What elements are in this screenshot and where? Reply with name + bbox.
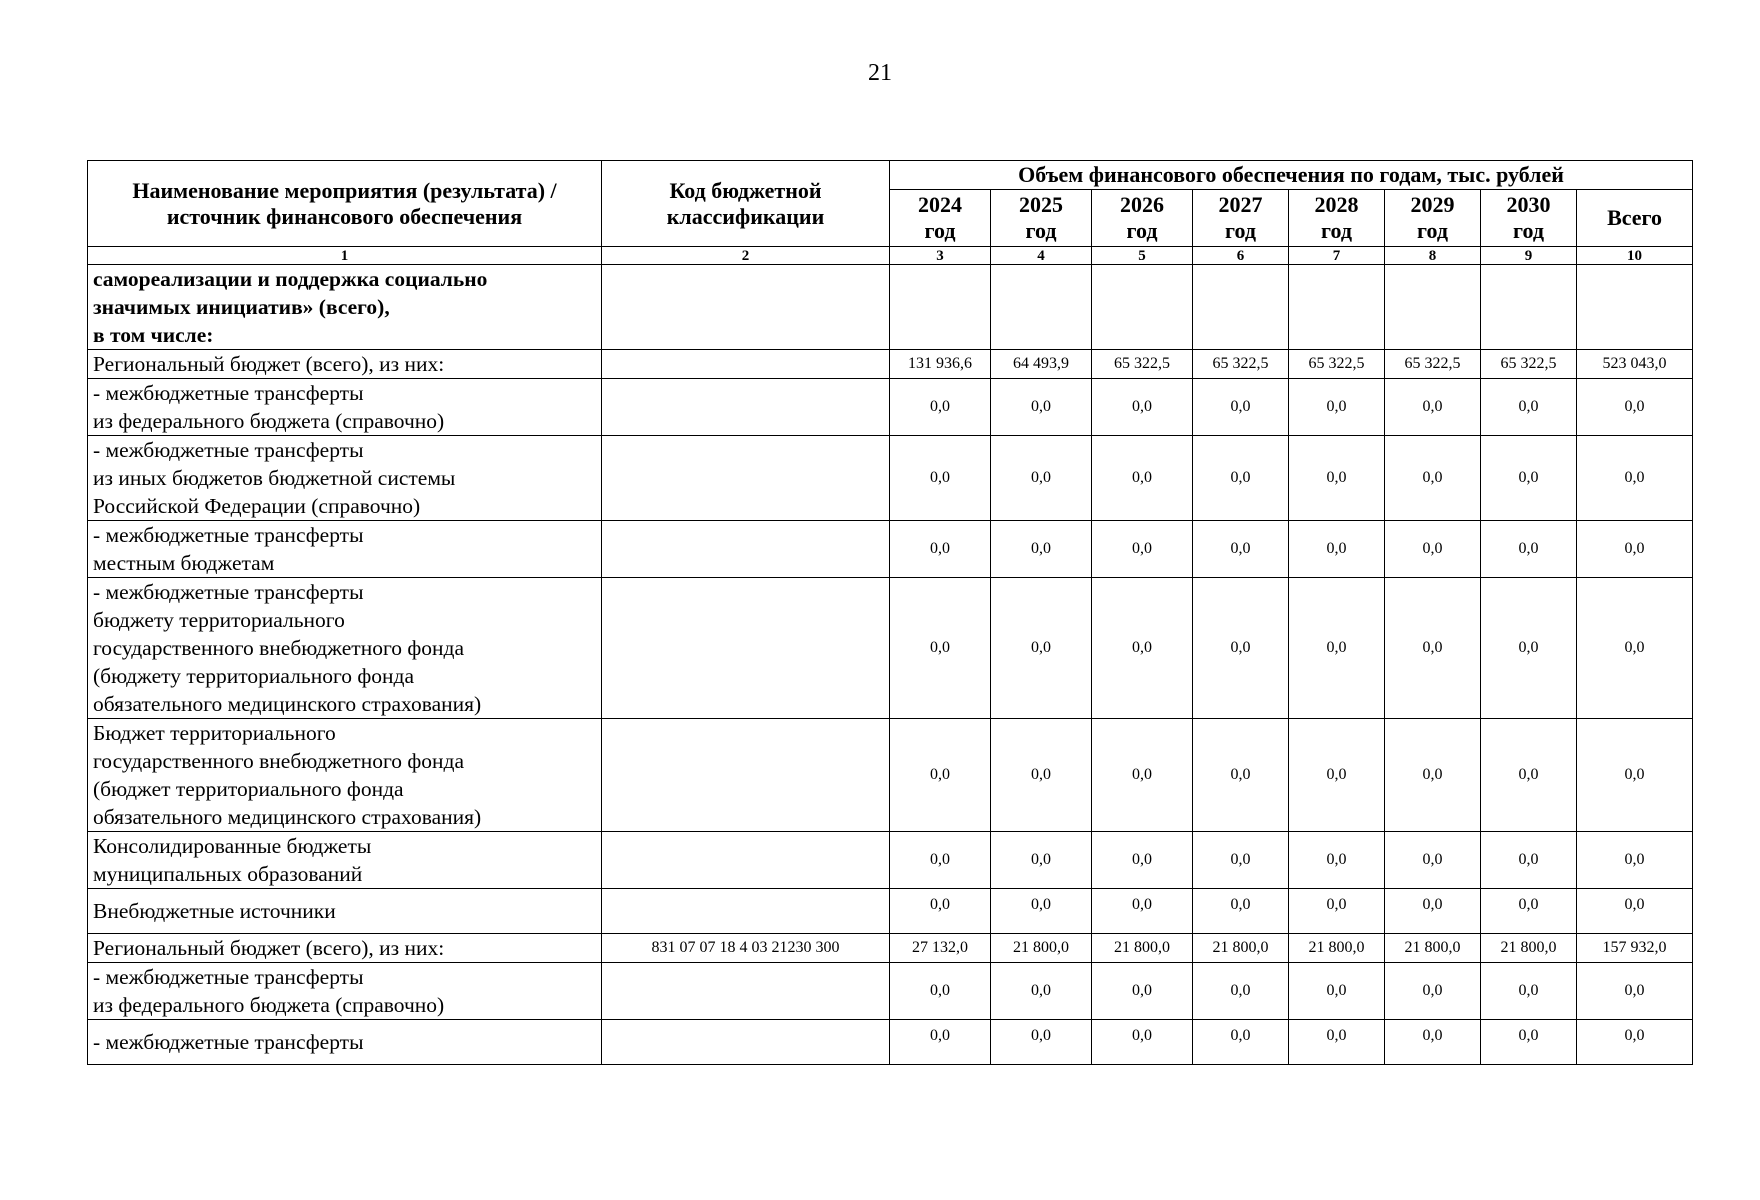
row-value: 0,0 (991, 963, 1092, 1020)
row-value: 0,0 (1193, 1020, 1289, 1065)
row-value: 0,0 (991, 521, 1092, 578)
table-row (88, 578, 1693, 719)
row-code (602, 379, 890, 436)
row-name-line: Региональный бюджет (всего), из них: (93, 936, 445, 960)
column-number: 3 (890, 247, 991, 265)
row-value: 0,0 (890, 379, 991, 436)
column-number: 9 (1481, 247, 1577, 265)
row-name-line: обязательного медицинского страхования) (93, 805, 482, 829)
row-name-line: из федерального бюджета (справочно) (93, 409, 445, 433)
row-value (1289, 265, 1385, 350)
row-name (88, 889, 602, 934)
row-name (88, 436, 602, 521)
row-name (88, 1020, 602, 1065)
header-activity-name-line: источник финансового обеспечения (166, 203, 523, 229)
year-unit: год (1417, 218, 1448, 243)
row-value: 0,0 (1092, 578, 1193, 719)
row-value: 0,0 (1577, 832, 1693, 889)
row-code (602, 350, 890, 379)
row-value: 0,0 (1385, 1020, 1481, 1065)
column-number: 10 (1577, 247, 1693, 265)
row-value: 0,0 (1193, 379, 1289, 436)
row-value: 64 493,9 (991, 350, 1092, 379)
row-value: 0,0 (1385, 436, 1481, 521)
row-name-line: - межбюджетные трансферты (93, 1030, 364, 1054)
row-value: 21 800,0 (1193, 934, 1289, 963)
row-code (602, 832, 890, 889)
row-name-line: Внебюджетные источники (93, 899, 336, 923)
row-value: 27 132,0 (890, 934, 991, 963)
header-activity-name (88, 161, 602, 247)
row-value: 0,0 (1481, 719, 1577, 832)
row-value: 65 322,5 (1193, 350, 1289, 379)
row-code (602, 889, 890, 934)
row-value: 0,0 (1092, 889, 1193, 934)
financing-table (87, 160, 1693, 1065)
row-value: 0,0 (1289, 578, 1385, 719)
row-name-line: - межбюджетные трансферты (93, 965, 364, 989)
row-name (88, 963, 602, 1020)
row-value: 0,0 (991, 719, 1092, 832)
header-year-2029 (1385, 190, 1481, 247)
table-row (88, 379, 1693, 436)
table-row (88, 934, 1693, 963)
row-value: 0,0 (1193, 521, 1289, 578)
year-unit: год (1225, 218, 1256, 243)
row-value: 0,0 (1481, 578, 1577, 719)
header-total: Всего (1577, 190, 1693, 247)
row-value: 0,0 (1289, 379, 1385, 436)
year-unit: год (1321, 218, 1352, 243)
header-year-2028 (1289, 190, 1385, 247)
column-number: 5 (1092, 247, 1193, 265)
row-value: 0,0 (1092, 963, 1193, 1020)
row-value: 0,0 (1193, 832, 1289, 889)
row-value: 0,0 (1385, 521, 1481, 578)
column-number: 6 (1193, 247, 1289, 265)
row-name-line: государственного внебюджетного фонда (93, 749, 465, 773)
row-value: 0,0 (991, 436, 1092, 521)
row-value: 0,0 (1577, 889, 1693, 934)
row-code (602, 521, 890, 578)
row-value: 21 800,0 (1092, 934, 1193, 963)
row-value: 0,0 (1193, 889, 1289, 934)
row-code (602, 963, 890, 1020)
row-value: 65 322,5 (1289, 350, 1385, 379)
row-name-line: значимых инициатив» (всего), (93, 295, 390, 319)
row-code (602, 265, 890, 350)
row-name-line: бюджету территориального (93, 608, 345, 632)
row-name-line: из федерального бюджета (справочно) (93, 993, 445, 1017)
row-value: 0,0 (1385, 379, 1481, 436)
row-name-line: Российской Федерации (справочно) (93, 494, 421, 518)
row-value: 0,0 (1577, 379, 1693, 436)
row-code: 831 07 07 18 4 03 21230 300 (602, 934, 890, 963)
row-value: 0,0 (1092, 719, 1193, 832)
row-name-line: Региональный бюджет (всего), из них: (93, 352, 445, 376)
table-row (88, 436, 1693, 521)
row-value: 0,0 (1193, 963, 1289, 1020)
table-row (88, 832, 1693, 889)
row-name-line: государственного внебюджетного фонда (93, 636, 465, 660)
row-value (890, 265, 991, 350)
row-name-line: - межбюджетные трансферты (93, 523, 364, 547)
row-name-line: Бюджет территориального (93, 721, 336, 745)
column-number: 1 (88, 247, 602, 265)
year-label: 2030 (1506, 192, 1551, 217)
column-number: 4 (991, 247, 1092, 265)
row-value: 0,0 (1481, 436, 1577, 521)
row-value: 0,0 (890, 719, 991, 832)
header-year-2026 (1092, 190, 1193, 247)
row-value: 0,0 (1481, 379, 1577, 436)
table-row (88, 1020, 1693, 1065)
row-value: 0,0 (1193, 578, 1289, 719)
row-value: 0,0 (890, 889, 991, 934)
row-value: 65 322,5 (1481, 350, 1577, 379)
row-name-line: из иных бюджетов бюджетной системы (93, 466, 456, 490)
table-row (88, 719, 1693, 832)
header-year-2024 (890, 190, 991, 247)
row-value: 0,0 (1092, 379, 1193, 436)
row-name (88, 934, 602, 963)
row-value: 0,0 (1577, 436, 1693, 521)
year-label: 2028 (1314, 192, 1359, 217)
row-value: 0,0 (1385, 719, 1481, 832)
row-name-line: Консолидированные бюджеты (93, 834, 372, 858)
row-value: 0,0 (890, 436, 991, 521)
year-label: 2027 (1218, 192, 1263, 217)
row-value: 131 936,6 (890, 350, 991, 379)
row-value: 0,0 (1385, 832, 1481, 889)
header-year-2030 (1481, 190, 1577, 247)
row-value: 0,0 (1481, 832, 1577, 889)
header-year-2027 (1193, 190, 1289, 247)
header-year-2025 (991, 190, 1092, 247)
year-label: 2024 (918, 192, 962, 217)
year-unit: год (1126, 218, 1158, 243)
row-value: 0,0 (1481, 521, 1577, 578)
row-value: 0,0 (991, 379, 1092, 436)
row-name (88, 578, 602, 719)
row-value: 157 932,0 (1577, 934, 1693, 963)
row-value: 0,0 (1289, 963, 1385, 1020)
row-value: 0,0 (890, 963, 991, 1020)
row-value (1193, 265, 1289, 350)
row-value (1385, 265, 1481, 350)
row-value: 0,0 (1289, 521, 1385, 578)
row-code (602, 1020, 890, 1065)
row-value: 0,0 (1385, 578, 1481, 719)
row-value: 0,0 (890, 578, 991, 719)
page-number: 21 (868, 60, 892, 86)
row-value: 21 800,0 (1385, 934, 1481, 963)
row-value: 0,0 (890, 832, 991, 889)
row-value: 21 800,0 (991, 934, 1092, 963)
row-value: 0,0 (1481, 889, 1577, 934)
row-value: 0,0 (991, 578, 1092, 719)
row-value: 0,0 (1577, 521, 1693, 578)
row-name (88, 379, 602, 436)
table-row (88, 265, 1693, 350)
year-unit: год (1513, 218, 1544, 243)
row-value: 0,0 (1481, 963, 1577, 1020)
header-financing-volume: Объем финансового обеспечения по годам, тыс. рублей (890, 161, 1693, 190)
row-value: 0,0 (1577, 578, 1693, 719)
row-value: 0,0 (1577, 719, 1693, 832)
row-value: 0,0 (1289, 436, 1385, 521)
row-name (88, 832, 602, 889)
header-budget-code-line: классификации (666, 203, 825, 229)
row-value: 0,0 (1577, 963, 1693, 1020)
column-number-row (88, 247, 1693, 265)
header-budget-code-line: Код бюджетной (669, 177, 822, 203)
row-name (88, 719, 602, 832)
year-unit: год (1025, 218, 1057, 243)
year-unit: год (924, 218, 956, 243)
row-value: 0,0 (1385, 889, 1481, 934)
row-value: 0,0 (1193, 436, 1289, 521)
row-code (602, 436, 890, 521)
row-name-line: - межбюджетные трансферты (93, 580, 364, 604)
column-number: 7 (1289, 247, 1385, 265)
row-value: 0,0 (890, 521, 991, 578)
table-row (88, 350, 1693, 379)
table-row (88, 889, 1693, 934)
row-name-line: (бюджету территориального фонда (93, 664, 415, 688)
row-name-line: - межбюджетные трансферты (93, 381, 364, 405)
row-value: 0,0 (991, 1020, 1092, 1065)
row-name-line: самореализации и поддержка социально (93, 267, 488, 291)
row-name-line: (бюджет территориального фонда (93, 777, 404, 801)
row-value: 0,0 (890, 1020, 991, 1065)
row-name (88, 521, 602, 578)
row-value: 21 800,0 (1289, 934, 1385, 963)
row-value: 0,0 (1289, 1020, 1385, 1065)
row-code (602, 578, 890, 719)
row-name-line: муниципальных образований (93, 862, 363, 886)
row-value: 0,0 (1193, 719, 1289, 832)
row-value: 0,0 (1289, 832, 1385, 889)
column-number: 2 (602, 247, 890, 265)
year-label: 2025 (1019, 192, 1063, 217)
row-value: 0,0 (1092, 1020, 1193, 1065)
row-value (1481, 265, 1577, 350)
row-value: 0,0 (1385, 963, 1481, 1020)
row-value: 65 322,5 (1092, 350, 1193, 379)
row-value: 0,0 (991, 832, 1092, 889)
row-name-line: обязательного медицинского страхования) (93, 692, 482, 716)
header-activity-name-line: Наименование мероприятия (результата) / (132, 177, 557, 203)
row-value: 21 800,0 (1481, 934, 1577, 963)
table-row (88, 521, 1693, 578)
row-value (1092, 265, 1193, 350)
row-name (88, 265, 602, 350)
row-name-line: в том числе: (93, 323, 214, 347)
year-label: 2029 (1410, 192, 1455, 217)
row-value: 65 322,5 (1385, 350, 1481, 379)
row-value: 0,0 (1481, 1020, 1577, 1065)
row-name-line: - межбюджетные трансферты (93, 438, 364, 462)
row-value (991, 265, 1092, 350)
row-value: 0,0 (1289, 719, 1385, 832)
row-code (602, 719, 890, 832)
table-row (88, 963, 1693, 1020)
row-name (88, 350, 602, 379)
header-budget-code (602, 161, 890, 247)
row-value: 0,0 (1092, 832, 1193, 889)
row-value: 0,0 (1092, 521, 1193, 578)
row-value: 0,0 (1577, 1020, 1693, 1065)
row-name-line: местным бюджетам (93, 551, 275, 575)
row-value (1577, 265, 1693, 350)
row-value: 0,0 (1289, 889, 1385, 934)
row-value: 0,0 (991, 889, 1092, 934)
year-label: 2026 (1120, 192, 1164, 217)
column-number: 8 (1385, 247, 1481, 265)
row-value: 0,0 (1092, 436, 1193, 521)
row-value: 523 043,0 (1577, 350, 1693, 379)
